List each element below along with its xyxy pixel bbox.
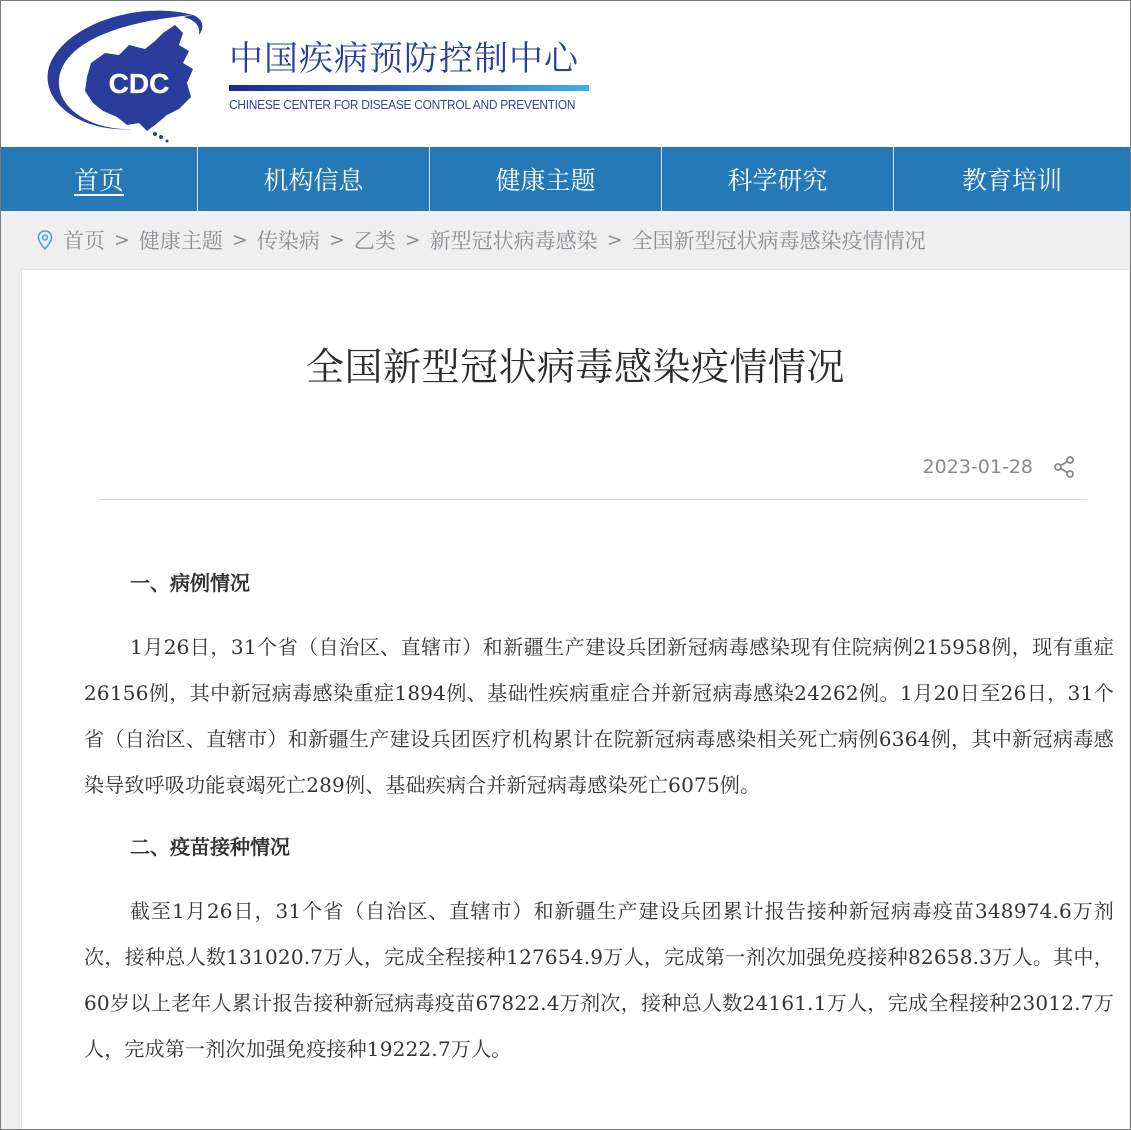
breadcrumb-current-page[interactable]: 全国新型冠状病毒感染疫情情况 bbox=[631, 229, 926, 253]
breadcrumb bbox=[1, 211, 1131, 269]
share-icon[interactable] bbox=[1053, 455, 1077, 479]
logo-gradient-bar bbox=[229, 85, 589, 91]
location-pin-icon bbox=[37, 230, 53, 250]
breadcrumb-covid[interactable]: 新型冠状病毒感染 bbox=[429, 229, 598, 253]
svg-text:CDC: CDC bbox=[108, 68, 170, 99]
breadcrumb-class-b[interactable]: 乙类 bbox=[353, 229, 396, 253]
breadcrumb-separator: > bbox=[606, 229, 623, 251]
section-paragraph-cases: 1月26日，31个省（自治区、直辖市）和新疆生产建设兵团新冠病毒感染现有住院病例215958例，现有重症26156例，其中新冠病毒感染重症1894例、基础性疾病重症合并新冠病毒感染24262例。1月20日至26日，31个省（自治区、直辖市）和新疆生产建设兵团医疗机构累计在院新冠病毒感染相关死亡病例6364例，其中新冠病毒感染导致呼吸功能衰竭死亡289例、基础疾病合并新冠病毒感染死亡6075例。 bbox=[84, 635, 1114, 797]
org-name-en: CHINESE CENTER FOR DISEASE CONTROL AND PREVENTION bbox=[229, 97, 576, 112]
breadcrumb-separator: > bbox=[114, 229, 130, 251]
section-paragraph-vaccination: 截至1月26日，31个省（自治区、直辖市）和新疆生产建设兵团累计报告接种新冠病毒疫苗348974.6万剂次，接种总人数131020.7万人，完成全程接种127654.9万人，完成第一剂次加强免疫接种82658.3万人。其中，60岁以上老年人累计报告接种新冠病毒疫苗67822.4万剂次，接种总人数24161.1万人，完成全程接种23012.7万人，完成第一剂次加强免疫接种19222.7万人。 bbox=[84, 899, 1114, 1061]
org-name-cn: 中国疾病预防控制中心 bbox=[229, 39, 579, 79]
title-divider bbox=[98, 499, 1087, 500]
org-name-block bbox=[229, 39, 605, 112]
left-gutter bbox=[1, 269, 21, 1130]
nav-item-home[interactable]: 首页 bbox=[1, 147, 198, 211]
site-header bbox=[1, 1, 1130, 147]
cdc-logo-icon[interactable] bbox=[43, 5, 208, 145]
breadcrumb-separator: > bbox=[328, 229, 345, 251]
breadcrumb-infectious-disease[interactable]: 传染病 bbox=[256, 229, 320, 253]
main-nav bbox=[1, 147, 1131, 211]
article-container bbox=[21, 269, 1129, 1130]
article-meta bbox=[923, 455, 1077, 479]
nav-item-health-topics[interactable]: 健康主题 bbox=[430, 147, 662, 211]
section-heading-cases: 一、病例情况 bbox=[130, 571, 250, 595]
nav-item-org-info[interactable]: 机构信息 bbox=[198, 147, 430, 211]
breadcrumb-home[interactable]: 首页 bbox=[63, 229, 105, 253]
breadcrumb-health-topics[interactable]: 健康主题 bbox=[138, 229, 223, 253]
nav-item-education[interactable]: 教育培训 bbox=[961, 166, 1062, 195]
breadcrumb-separator: > bbox=[404, 229, 421, 251]
section-heading-vaccination: 二、疫苗接种情况 bbox=[130, 835, 290, 859]
nav-item-research[interactable]: 科学研究 bbox=[662, 147, 894, 211]
publish-date: 2023-01-28 bbox=[922, 456, 1033, 478]
article-title: 全国新型冠状病毒感染疫情情况 bbox=[305, 345, 845, 389]
breadcrumb-separator: > bbox=[231, 229, 248, 251]
article-body bbox=[84, 560, 1114, 1088]
